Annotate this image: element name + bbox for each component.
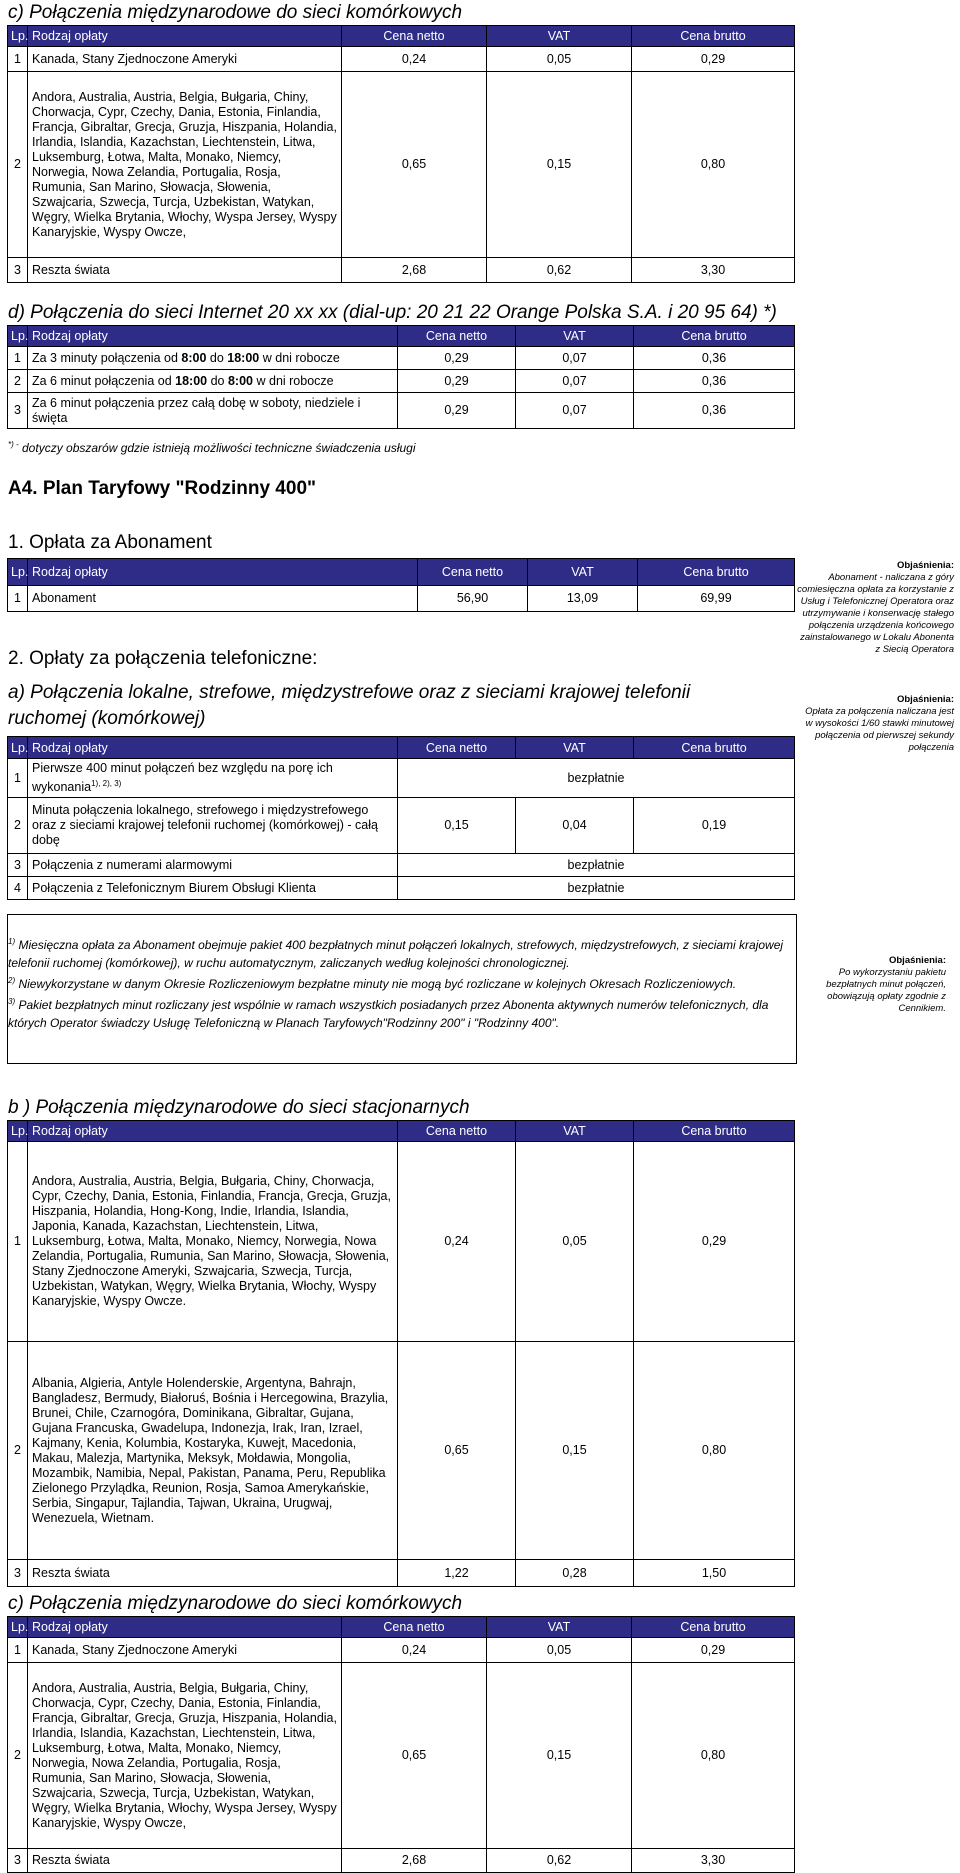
row-desc-text: Pierwsze 400 minut połączeń bez względu na porę ich wykonania [32,761,333,795]
row-netto: 0,65 [342,72,487,258]
side-note-title: Objaśnienia: [896,560,954,571]
header-brutto: Cena brutto [638,559,795,586]
row-free: bezpłatnie [398,759,795,798]
table-header-row [8,26,795,47]
row-lp: 1 [8,1638,28,1663]
row-lp: 3 [8,258,28,283]
table-row [8,1663,795,1849]
side-note-text: Po wykorzystaniu pakietu bezpłatnych minut połączeń, obowiązują opłaty zgodnie z Cennikiem. [826,967,946,1014]
row-lp: 1 [8,759,28,798]
row-lp: 3 [8,1560,28,1587]
row-netto: 1,22 [398,1560,516,1587]
desc-part: do [206,350,228,365]
row-brutto: 0,36 [634,370,795,393]
header-lp: Lp. [8,1617,28,1638]
row-brutto: 69,99 [638,586,795,612]
row-netto: 0,15 [398,798,516,854]
row-vat: 0,05 [487,1638,632,1663]
table-row [8,1849,795,1873]
row-desc: Abonament [28,586,418,612]
desc-part: w dni robocze [253,373,334,388]
row-lp: 1 [8,1142,28,1342]
side-note-title: Objaśnienia: [896,694,954,705]
table-c-top [7,25,795,283]
row-netto: 0,24 [398,1142,516,1342]
row-brutto: 0,80 [632,1663,795,1849]
table-d [7,325,795,429]
row-lp: 2 [8,72,28,258]
row-vat: 0,04 [516,798,634,854]
table-row [8,1638,795,1663]
footnote-mark: *) - [8,440,19,449]
table-row [8,347,795,370]
side-note-title: Objaśnienia: [888,955,946,966]
table-row [8,586,795,612]
table-row [8,1342,795,1560]
row-brutto: 3,30 [632,258,795,283]
row-brutto: 0,80 [632,72,795,258]
row-netto: 0,65 [398,1342,516,1560]
row-desc: Minuta połączenia lokalnego, strefowego i międzystrefowego oraz z sieciami krajowej telefonii ruchomej (komórkowej) - całą dobę [28,798,398,854]
row-vat: 0,62 [487,258,632,283]
row-lp: 2 [8,1342,28,1560]
table-row [8,258,795,283]
footnotes-list [8,933,790,1032]
row-netto: 0,29 [398,393,516,429]
row-vat: 0,05 [487,47,632,72]
header-lp: Lp. [8,559,28,586]
header-brutto: Cena brutto [634,737,795,759]
row-desc: Połączenia z Telefonicznym Biurem Obsługi Klienta [28,877,398,900]
header-vat: VAT [528,559,638,586]
row-desc: Kanada, Stany Zjednoczone Ameryki [28,47,342,72]
row-vat: 0,07 [516,393,634,429]
row-desc: Za 6 minut połączenia przez całą dobę w soboty, niedziele i święta [28,393,398,429]
section-title-d: d) Połączenia do sieci Internet 20 xx xx (dial-up: 20 21 22 Orange Polska S.A. i 20 95 64) *) [8,302,777,323]
row-brutto: 0,29 [632,1638,795,1663]
table-row [8,798,795,854]
header-netto: Cena netto [398,326,516,347]
footnote-text: dotyczy obszarów gdzie istnieją możliwości techniczne świadczenia usługi [18,441,416,455]
row-vat: 0,15 [516,1342,634,1560]
table-row [8,877,795,900]
header-vat: VAT [516,326,634,347]
table-row [8,393,795,429]
row-brutto: 0,80 [634,1342,795,1560]
row-lp: 2 [8,1663,28,1849]
row-desc: Kanada, Stany Zjednoczone Ameryki [28,1638,342,1663]
header-lp: Lp. [8,737,28,759]
row-lp: 1 [8,586,28,612]
footnote-ref: 1), 2), 3) [91,779,122,788]
section-title-c-bottom: c) Połączenia międzynarodowe do sieci komórkowych [8,1593,463,1614]
header-lp: Lp. [8,326,28,347]
row-lp: 3 [8,393,28,429]
header-desc: Rodzaj opłaty [28,326,398,347]
table-row [8,370,795,393]
row-desc [28,370,398,393]
footnote-mark: 3) [8,997,16,1006]
row-lp: 4 [8,877,28,900]
row-desc [28,759,398,798]
row-desc: Reszta świata [28,1849,342,1873]
header-brutto: Cena brutto [634,326,795,347]
row-lp: 3 [8,1849,28,1873]
header-desc: Rodzaj opłaty [28,559,418,586]
footnote-d [8,436,416,457]
row-brutto: 0,29 [632,47,795,72]
row-lp: 1 [8,47,28,72]
header-netto: Cena netto [398,737,516,759]
table-abonament [7,558,795,612]
side-note-billing [796,694,954,754]
row-desc: Połączenia z numerami alarmowymi [28,854,398,877]
table-2a [7,736,795,900]
row-desc [28,347,398,370]
row-netto: 2,68 [342,1849,487,1873]
header-netto: Cena netto [418,559,528,586]
header-lp: Lp. [8,26,28,47]
row-netto: 56,90 [418,586,528,612]
header-vat: VAT [516,1121,634,1142]
time-to: 18:00 [227,350,260,365]
row-desc: Andora, Australia, Austria, Belgia, Bułgaria, Chiny, Chorwacja, Cypr, Czechy, Dania, Estonia, Finlandia, Francja, Gibraltar, Grecja, Gruzja, Hiszpania, Holandia, Irlandia, Islandia, Kazachstan, Liechtenstein, Litwa, Luksemburg, Łotwa, Malta, Monako, Niemcy, Norwegia, Nowa Zelandia, Portugalia, Rosja, Rumunia, San Marino, Słowacja, Słowenia, Szwajcaria, Szwecja, Turcja, Uzbekistan, Watykan, Węgry, Wielka Brytania, Włochy, Wyspa Jersey, Wyspy Kanaryjskie, Wyspy Owcze, [28,1663,342,1849]
row-brutto: 3,30 [632,1849,795,1873]
row-vat: 0,05 [516,1142,634,1342]
row-brutto: 0,36 [634,393,795,429]
footnotes-box [7,914,797,1064]
table-row [8,854,795,877]
row-free: bezpłatnie [398,854,795,877]
header-vat: VAT [487,1617,632,1638]
row-lp: 3 [8,854,28,877]
desc-part: Za 6 minut połączenia od [32,373,176,388]
footnote-mark: 1) [8,937,16,946]
header-netto: Cena netto [398,1121,516,1142]
section-title-c-top: c) Połączenia międzynarodowe do sieci komórkowych [8,2,463,23]
side-note-text: Opłata za połączenia naliczana jest w wysokości 1/60 stawki minutowej połączenia od pierwszej sekundy połączenia [805,706,954,753]
footnote-text: Niewykorzystane w danym Okresie Rozliczeniowym bezpłatne minuty nie mogą być rozliczane w kolejnych Okresach Rozliczeniowych. [15,977,737,991]
row-netto: 0,24 [342,47,487,72]
row-lp: 2 [8,798,28,854]
footnote-mark: 2) [8,976,16,985]
row-vat: 0,15 [487,1663,632,1849]
desc-part: w dni robocze [259,350,340,365]
footnote-text: Miesięczna opłata za Abonament obejmuje pakiet 400 bezpłatnych minut połączeń lokalnych, strefowych, międzystrefowych, z sieciami krajowej telefonii ruchomej (komórkowej), w ruchu automatycznym, zaliczanych według kolejności chronologicznej. [8,938,784,970]
row-netto: 0,24 [342,1638,487,1663]
side-note-abonament [796,560,954,656]
section-title-2: 2. Opłaty za połączenia telefoniczne: [8,648,318,669]
header-vat: VAT [487,26,632,47]
row-desc: Reszta świata [28,258,342,283]
side-note-package [796,955,946,1015]
row-vat: 0,62 [487,1849,632,1873]
time-from: 8:00 [181,350,207,365]
header-netto: Cena netto [342,26,487,47]
row-vat: 0,15 [487,72,632,258]
row-desc: Andora, Australia, Austria, Belgia, Bułgaria, Chiny, Chorwacja, Cypr, Czechy, Dania, Estonia, Finlandia, Francja, Gibraltar, Grecja, Gruzja, Hiszpania, Holandia, Irlandia, Islandia, Kazachstan, Liechtenstein, Litwa, Luksemburg, Łotwa, Malta, Monako, Niemcy, Norwegia, Nowa Zelandia, Portugalia, Rosja, Rumunia, San Marino, Słowacja, Słowenia, Szwajcaria, Szwecja, Turcja, Uzbekistan, Watykan, Węgry, Wielka Brytania, Włochy, Wyspa Jersey, Wyspy Kanaryjskie, Wyspy Owcze, [28,72,342,258]
row-brutto: 0,36 [634,347,795,370]
section-title-b: b ) Połączenia międzynarodowe do sieci stacjonarnych [8,1097,470,1118]
table-row [8,47,795,72]
row-vat: 13,09 [528,586,638,612]
footnote-3 [8,993,790,1032]
footnote-text: Pakiet bezpłatnych minut rozliczany jest wspólnie w ramach wszystkich posiadanych przez Abonenta aktywnych numerów telefonicznych, dla których Operator świadczy Usługę Telefoniczną w Planach Taryfowych"Rodzinny 200" i "Rodzinny 400". [8,998,769,1030]
footnote-2 [8,972,790,993]
header-brutto: Cena brutto [632,1617,795,1638]
row-vat: 0,28 [516,1560,634,1587]
row-lp: 1 [8,347,28,370]
time-to: 8:00 [227,373,254,388]
table-row [8,72,795,258]
row-netto: 0,29 [398,347,516,370]
header-netto: Cena netto [342,1617,487,1638]
table-row [8,1560,795,1587]
row-vat: 0,07 [516,347,634,370]
time-from: 18:00 [175,373,208,388]
table-row [8,1142,795,1342]
header-brutto: Cena brutto [632,26,795,47]
row-desc: Reszta świata [28,1560,398,1587]
row-vat: 0,07 [516,370,634,393]
header-desc: Rodzaj opłaty [28,1121,398,1142]
row-desc: Andora, Australia, Austria, Belgia, Bułgaria, Chiny, Chorwacja, Cypr, Czechy, Dania, Estonia, Finlandia, Francja, Grecja, Gruzja, Hiszpania, Holandia, Hong-Kong, Indie, Irlandia, Islandia, Japonia, Kanada, Kazachstan, Liechtenstein, Litwa, Luksemburg, Łotwa, Malta, Monako, Niemcy, Norwegia, Nowa Zelandia, Portugalia, Rumunia, San Marino, Słowacja, Słowenia, Stany Zjednoczone Ameryki, Szwajcaria, Szwecja, Turcja, Uzbekistan, Watykan, Węgry, Wielka Brytania, Włochy, Wyspy Kanaryjskie, Wyspy Owcze. [28,1142,398,1342]
row-netto: 0,29 [398,370,516,393]
row-lp: 2 [8,370,28,393]
row-desc: Albania, Algieria, Antyle Holenderskie, Argentyna, Bahrajn, Bangladesz, Bermudy, Białoruś, Bośnia i Hercegowina, Brazylia, Brunei, Chile, Czarnogóra, Dominikana, Gibraltar, Gujana, Gujana Francuska, Gwadelupa, Indonezja, Irak, Iran, Izrael, Kajmany, Kenia, Kolumbia, Kostaryka, Kuwejt, Macedonia, Makau, Malezja, Martynika, Meksyk, Mołdawia, Mongolia, Mozambik, Namibia, Nepal, Pakistan, Panama, Peru, Republika Zielonego Przylądka, Reunion, Rosja, Samoa Amerykańskie, Serbia, Singapur, Tajlandia, Tajwan, Ukraina, Urugwaj, Wenezuela, Wietnam. [28,1342,398,1560]
section-title-1: 1. Opłata za Abonament [8,532,212,553]
row-netto: 2,68 [342,258,487,283]
row-brutto: 1,50 [634,1560,795,1587]
row-brutto: 0,29 [634,1142,795,1342]
section-subtitle-2a: a) Połączenia lokalne, strefowe, międzystrefowe oraz z sieciami krajowej telefonii ruchomej (komórkowej) [8,682,691,729]
table-row [8,759,795,798]
row-netto: 0,65 [342,1663,487,1849]
header-brutto: Cena brutto [634,1121,795,1142]
header-vat: VAT [516,737,634,759]
desc-part: Za 3 minuty połączenia od [32,350,182,365]
table-c-bottom [7,1616,795,1873]
row-free: bezpłatnie [398,877,795,900]
header-desc: Rodzaj opłaty [28,1617,342,1638]
footnote-1 [8,933,790,972]
side-note-text: Abonament - naliczana z góry comiesięczna opłata za korzystanie z Usług i Telefonicznej Operatora oraz utrzymywanie i konserwację stałego połączenia urządzenia końcowego zainstalowanego w Lokalu Abonenta z Siecią Operatora [797,572,954,655]
row-brutto: 0,19 [634,798,795,854]
header-lp: Lp. [8,1121,28,1142]
plan-title: A4. Plan Taryfowy "Rodzinny 400" [8,478,317,499]
header-desc: Rodzaj opłaty [28,26,342,47]
table-b [7,1120,795,1587]
desc-part: do [207,373,228,388]
header-desc: Rodzaj opłaty [28,737,398,759]
